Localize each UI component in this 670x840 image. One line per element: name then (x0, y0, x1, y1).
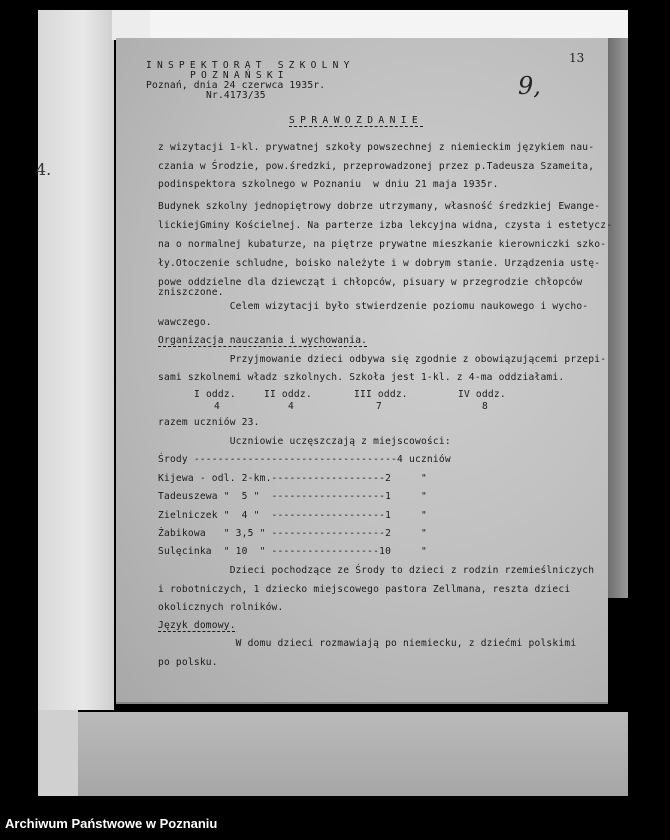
locality-row: Sulęcinka " 10 " ------------------10 " (158, 546, 427, 557)
body-line: wawczego. (158, 317, 212, 328)
section-heading: Organizacja nauczania i wychowania. (158, 335, 368, 346)
reference-number: Nr.4173/35 (206, 90, 266, 101)
page-number: 13 (569, 51, 585, 65)
class-label: IV oddz. (458, 389, 506, 400)
locality-row: Żabikowa " 3,5 " -------------------2 " (158, 528, 427, 539)
handwritten-mark: 9, (518, 72, 541, 100)
body-line: ły.Otoczenie schludne, boisko należyte i w dobrym stanie. Urządzenia ustę- (158, 258, 601, 269)
body-line: na o normalnej kubaturze, na piętrze prywatne mieszkanie kierowniczki szko- (158, 239, 607, 250)
body-line: Dzieci pochodzące ze Środy to dzieci z rodzin rzemieślniczych (158, 565, 595, 576)
body-line: Budynek szkolny jednopiętrowy dobrze utrzymany, własność średzkiej Ewange- (158, 201, 601, 212)
body-line: zniszczone. (158, 287, 224, 298)
body-line: podinspektora szkolnego w Poznaniu w dniu 21 maja 1935r. (158, 179, 499, 190)
body-line: czania w Środzie, pow.średzki, przeprowadzonej przez p.Tadeusza Szameita, (158, 161, 595, 172)
document-title: SPRAWOZDANIE (289, 115, 424, 126)
top-paper-strip-inner (150, 10, 628, 40)
body-line: i robotniczych, 1 dziecko miejscowego pastora Zellmana, reszta dzieci (158, 584, 571, 595)
body-line: powe oddzielne dla dziewcząt i chłopców, pisuary w przegrodzie chłopców (158, 277, 583, 288)
class-label: II oddz. (264, 389, 312, 400)
body-line: Celem wizytacji było stwierdzenie poziomu naukowego i wycho- (158, 301, 589, 312)
class-label: III oddz. (354, 389, 408, 400)
body-line: po polsku. (158, 657, 218, 668)
class-count: 4 (288, 401, 294, 412)
body-line: W domu dzieci rozmawiają po niemiecku, z dziećmi polskimi (158, 638, 577, 649)
lower-paper-block (78, 712, 628, 796)
body-line: lickiejGminy Kościelnej. Na parterze izba lekcyjna widna, czysta i estetycz- (158, 220, 613, 231)
lower-left-paper (38, 710, 78, 796)
class-count: 4 (214, 401, 220, 412)
archive-credit: Archiwum Państwowe w Poznaniu (5, 816, 218, 831)
body-line: Przyjmowanie dzieci odbywa się zgodnie z obowiązującemi przepi- (158, 354, 607, 365)
body-line: sami szkolnemi władz szkolnych. Szkoła jest 1-kl. z 4-ma oddziałami. (158, 372, 565, 383)
class-label: I oddz. (194, 389, 236, 400)
total-pupils: razem uczniów 23. (158, 417, 260, 428)
locality-row: Środy ----------------------------------4 uczniów (158, 454, 451, 465)
underlying-page (38, 10, 114, 710)
class-count: 8 (482, 401, 488, 412)
body-line: okolicznych rolników. (158, 602, 284, 613)
class-count: 7 (376, 401, 382, 412)
section-heading: Język domowy. (158, 620, 236, 631)
locality-row: Zielniczek " 4 " -------------------1 " (158, 510, 427, 521)
office-line-1: INSPEKTORAT SZKOLNY (146, 60, 355, 71)
place-date: Poznań, dnia 24 czerwca 1935r. (146, 80, 326, 91)
margin-mark: 4. (36, 160, 52, 179)
locality-row: Kijewa - odl. 2-km.-------------------2 " (158, 473, 427, 484)
locality-row: Tadeuszewa " 5 " -------------------1 " (158, 491, 427, 502)
body-line: z wizytacji 1-kl. prywatnej szkoły powszechnej z niemieckim językiem nau- (158, 142, 595, 153)
right-page-edge (606, 38, 628, 598)
localities-heading: Uczniowie uczęszczają z miejscowości: (158, 436, 451, 447)
office-line-2: POZNAŃSKI (190, 70, 289, 81)
